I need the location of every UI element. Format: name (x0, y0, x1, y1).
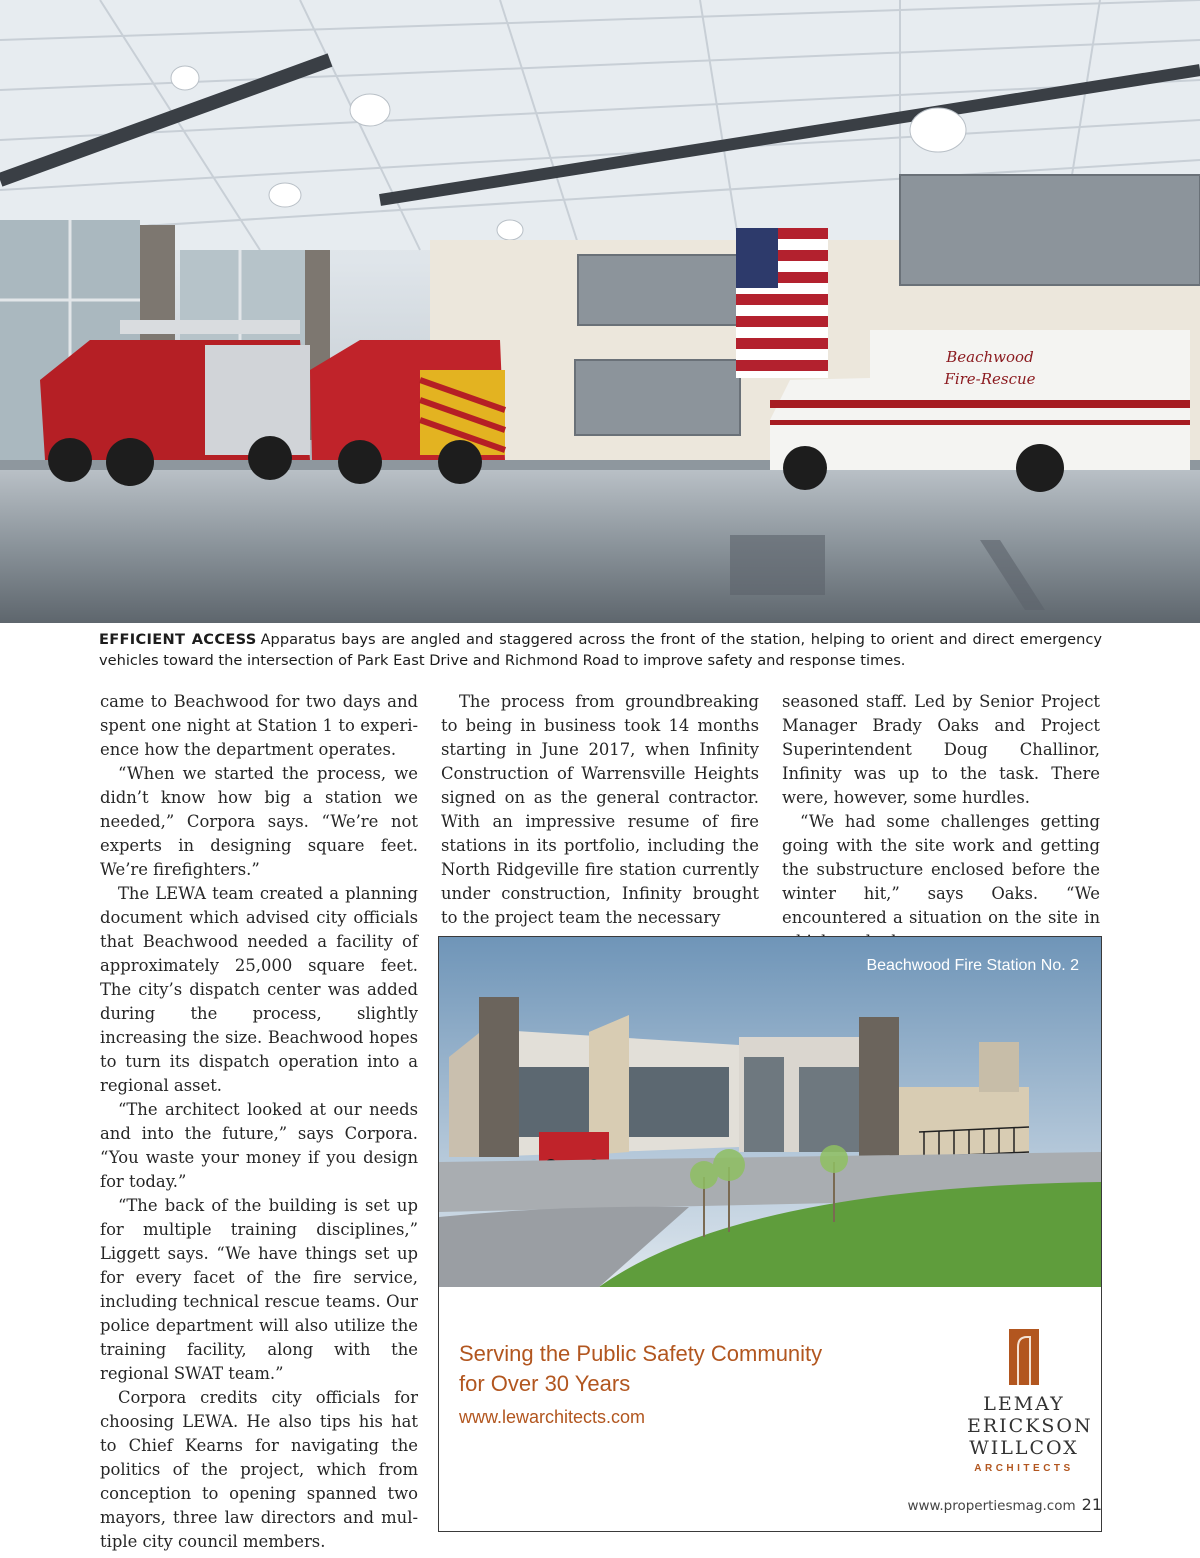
logo-line-1: LEMAY (983, 1393, 1065, 1415)
rendering-label: Beachwood Fire Station No. 2 (866, 957, 1079, 974)
logo-line-2: ERICKSON (967, 1415, 1093, 1437)
ad-tagline (459, 1339, 899, 1399)
footer-site: www.propertiesmag.com (907, 1498, 1076, 1514)
paragraph: Corpora credits city officials for choosing LEWA. He also tips his hat to Chief Kearns for navigating the politics of the project, which from conception to opening spanned two mayors, three law directors and mul-tiple city council members. (100, 1388, 418, 1551)
paragraph: “We had some challenges getting going with the site work and getting the substructure enclosed before the winter hit,” says Oaks. “We encountered a situation on the site in (782, 812, 1100, 927)
logo-line-3: WILLCOX (969, 1437, 1079, 1459)
tagline-line-2: for Over 30 Years (459, 1371, 631, 1396)
lewa-logo (967, 1329, 1093, 1474)
caption-lead: EFFICIENT ACCESS (99, 631, 257, 648)
paragraph: “The architect looked at our needs and into the future,” says Corpora. “You waste your money if you design for today.” (100, 1100, 418, 1191)
article-column-1 (100, 690, 418, 1554)
american-flag (736, 228, 828, 378)
page-number: 21 (1081, 1495, 1102, 1514)
hero-photo (0, 0, 1200, 623)
paragraph: seasoned staff. Led by Senior Project Manager Brady Oaks and Project Superintendent Doug Challinor, Infinity was up to the task. There were, however, some hurdles. (782, 692, 1100, 807)
page-footer (907, 1495, 1102, 1514)
paragraph: “When we started the process, we didn’t know how big a station we needed,” Corpora says. “We’re not experts in designing square feet. We’re firefighters.” (100, 764, 418, 879)
station-rendering-illustration (439, 937, 1101, 1287)
tagline-line-1: Serving the Public Safety Community (459, 1341, 823, 1366)
paragraph: The process from groundbreaking to being in business took 14 months starting in June 2017, when Infinity Construction of Warrensville Heights signed on as the general contractor. With an impressive resume of fire stations in its portfolio, including the North Ridgeville fire station currently under construction, Infinity brought to the project team the necessary (441, 692, 759, 927)
article-column-3 (782, 690, 1100, 954)
fire-station-rendering (439, 937, 1101, 1287)
paragraph: “The back of the building is set up for multiple training disciplines,” Liggett says. “We have things set up for every facet of the fire service, including technical rescue teams. Our police department will also utilize the training facility, along with the regional SWAT team.” (100, 1196, 418, 1383)
lewa-advertisement[interactable] (438, 936, 1102, 1532)
photo-caption (99, 629, 1102, 671)
ambulance-lettering-2: Fire-Rescue (944, 370, 1036, 388)
ambulance-lettering-1: Beachwood (946, 348, 1034, 366)
paragraph: The LEWA team created a planning document which advised city officials that Beachwood needed a facility of approximately 25,000 square feet. The city’s dispatch center was added during the process, slightly increasing the size. Beachwood hopes to turn its dispatch operation into a regional asset. (100, 884, 418, 1095)
paragraph: came to Beachwood for two days and spent one night at Station 1 to experi-ence how the department operates. (100, 692, 418, 759)
ad-website-link[interactable]: www.lewarchitects.com (459, 1407, 646, 1427)
article-column-2 (441, 690, 759, 930)
apparatus-bay-illustration (0, 0, 1200, 623)
logo-subtitle: ARCHITECTS (974, 1463, 1074, 1474)
lewa-logo-mark-icon (1009, 1329, 1039, 1385)
caption-text: Apparatus bays are angled and staggered across the front of the station, helping to orient and direct emergency vehicles toward the intersection of Park East Drive and Richmond Road to improve safety and response times. (99, 631, 1103, 669)
